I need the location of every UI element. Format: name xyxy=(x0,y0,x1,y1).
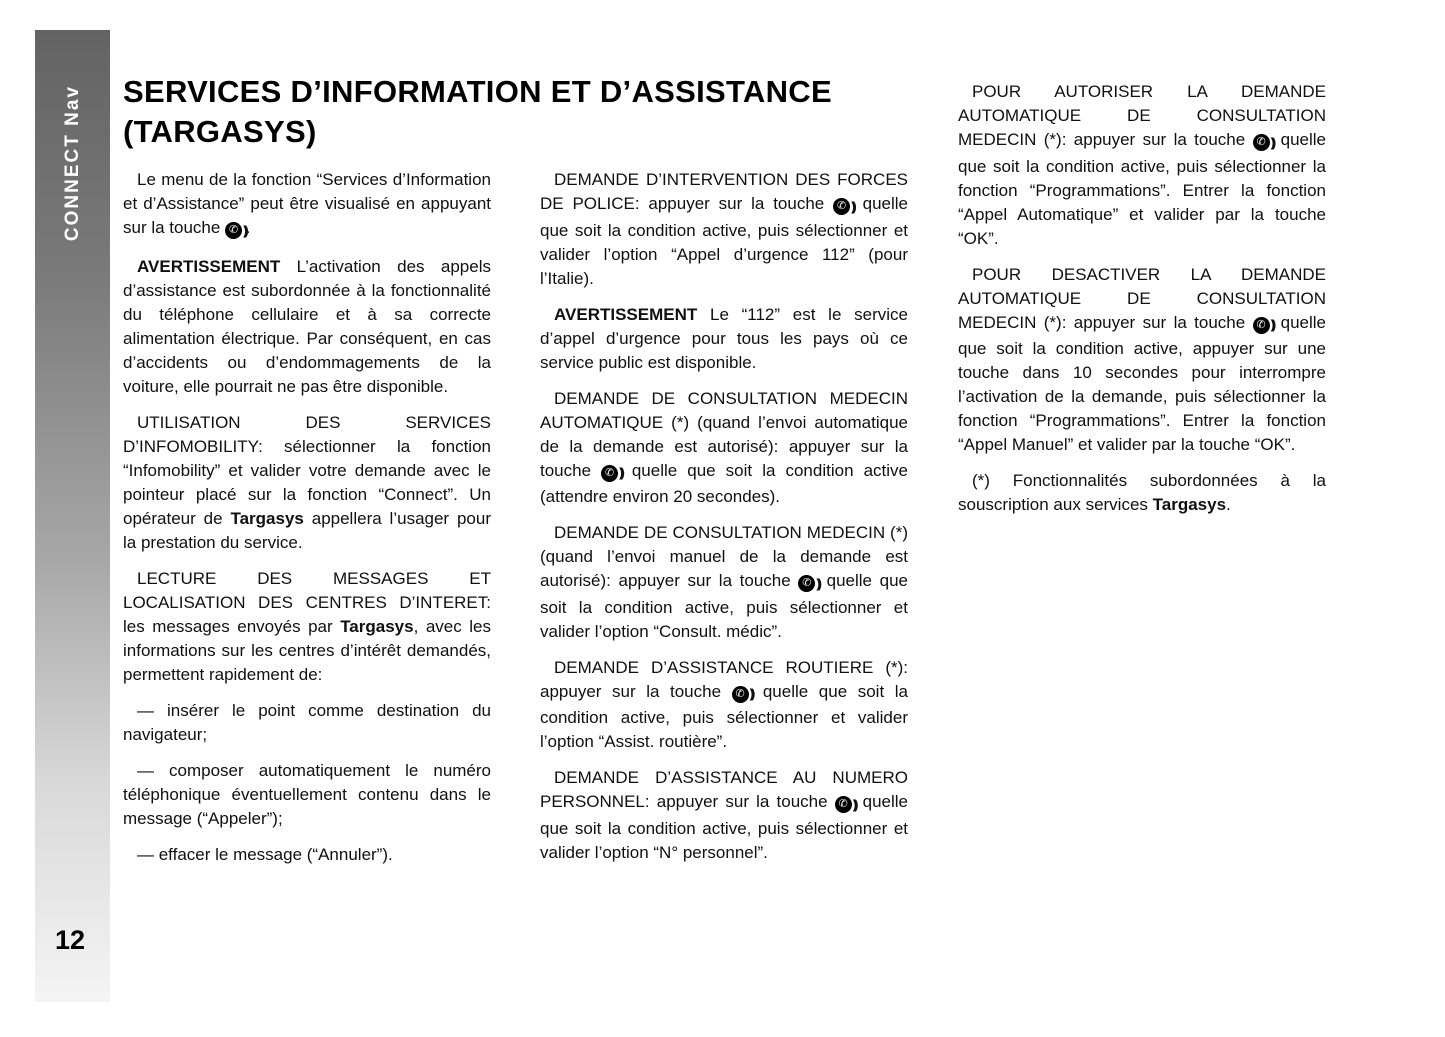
text-run: POUR DESACTIVER LA DEMANDE AUTOMATIQUE DE CONSULTATION MEDECIN (*): appuyer sur la touche xyxy=(958,264,1326,332)
text-column-3 xyxy=(958,80,1326,529)
paragraph xyxy=(540,656,908,755)
text-run: , avec les informations sur les centres d’intérêt demandés, permettent rapidement de: xyxy=(123,616,491,684)
paragraph xyxy=(540,766,908,865)
text-run: DEMANDE DE CONSULTATION MEDECIN AUTOMATIQUE (*) (quand l’envoi automatique de la demande est autorisé): appuyer sur la touche xyxy=(540,388,908,480)
paragraph xyxy=(123,699,491,747)
text-run: — effacer le message (“Annuler”). xyxy=(137,844,393,864)
sidebar-section-label: CONNECT Nav xyxy=(61,85,83,242)
phone-speaker-button-icon: ✆ )) xyxy=(798,571,819,596)
page-title: SERVICES D’INFORMATION ET D’ASSISTANCE (TARGASYS) xyxy=(123,74,832,149)
phone-speaker-button-icon: ✆ )) xyxy=(1253,313,1274,338)
paragraph xyxy=(958,263,1326,458)
text-run: quelle que soit la condition active, appuyer sur une touche dans 10 secondes pour interrompre l’activation de la demande, puis sélectionner la fonction “Programmations”. Entrer la fonction “Appel Manuel” et valider par la touche “OK”. xyxy=(958,312,1326,455)
bold-text-run: AVERTISSEMENT xyxy=(554,304,698,324)
text-run: quelle que soit la condition active, puis sélectionner et valider l’option “Consult. médic”. xyxy=(540,571,908,641)
phone-speaker-button-icon: ✆ )) xyxy=(835,792,856,817)
bold-text-run: Targasys xyxy=(230,508,304,528)
paragraph xyxy=(958,80,1326,251)
text-column-1 xyxy=(123,168,491,879)
text-run: Le menu de la fonction “Services d’Information et d’Assistance” peut être visualisé en appuyant sur la touche xyxy=(123,170,491,237)
text-run: . xyxy=(245,218,251,237)
text-run: LECTURE DES MESSAGES ET LOCALISATION DES CENTRES D’INTERET: les messages envoyés par xyxy=(123,568,491,636)
text-run: DEMANDE DE CONSULTATION MEDECIN (*) (quand l’envoi manuel de la demande est autorisé): appuyer sur la touche xyxy=(540,523,908,591)
text-run: appellera l’usager pour la prestation du service. xyxy=(123,508,491,552)
phone-speaker-button-icon: ✆ )) xyxy=(601,461,622,486)
phone-speaker-button-icon: ✆ )) xyxy=(833,194,854,219)
paragraph xyxy=(540,521,908,644)
text-run: — insérer le point comme destination du navigateur; xyxy=(123,700,491,744)
sidebar-gradient-bar xyxy=(35,30,110,1002)
paragraph xyxy=(123,168,491,243)
bold-text-run: AVERTISSEMENT xyxy=(137,256,281,276)
paragraph xyxy=(123,843,491,867)
text-run: DEMANDE D’ASSISTANCE ROUTIERE (*): appuyer sur la touche xyxy=(540,657,908,701)
paragraph xyxy=(958,469,1326,517)
text-run: L’activation des appels d’assistance est subordonnée à la fonctionnalité du téléphone cellulaire et à sa correcte alimentation électrique. Par conséquent, en cas d’accidents ou d’endommagements de la voiture, elle pourrait ne pas être disponible. xyxy=(123,256,491,396)
text-run: quelle que soit la condition active, puis sélectionner la fonction “Programmations”. Entrer la fonction “Appel Automatique” et valider par la touche “OK”. xyxy=(958,130,1326,248)
text-column-2 xyxy=(540,168,908,877)
text-run: quelle que soit la condition active (attendre environ 20 secondes). xyxy=(540,460,908,507)
text-run: quelle que soit la condition active, puis sélectionner et valider l’option “Assist. routière”. xyxy=(540,681,908,752)
text-run: DEMANDE D’ASSISTANCE AU NUMERO PERSONNEL: appuyer sur la touche xyxy=(540,768,908,812)
text-run: quelle que soit la condition active, puis sélectionner et valider l’option “Appel d’urgence 112” (pour l’Italie). xyxy=(540,194,908,288)
paragraph xyxy=(123,411,491,555)
text-run: . xyxy=(1226,495,1231,515)
bold-text-run: Targasys xyxy=(340,616,414,636)
text-run: Le “112” est le service d’appel d’urgence pour tous les pays où ce service public est disponible. xyxy=(540,304,908,372)
text-run: POUR AUTORISER LA DEMANDE AUTOMATIQUE DE CONSULTATION MEDECIN (*): appuyer sur la touche xyxy=(958,82,1326,149)
page-number: 12 xyxy=(55,925,86,955)
text-run: UTILISATION DES SERVICES D’INFOMOBILITY: sélectionner la fonction “Infomobility” et valider votre demande avec le pointeur placé sur la fonction “Connect”. Un opérateur de xyxy=(123,412,491,528)
paragraph xyxy=(123,255,491,399)
text-run: — composer automatiquement le numéro téléphonique éventuellement contenu dans le message (“Appeler”); xyxy=(123,760,491,828)
paragraph xyxy=(540,387,908,510)
bold-text-run: Targasys xyxy=(1152,495,1227,515)
paragraph xyxy=(123,759,491,831)
text-run: (*) Fonctionnalités subordonnées à la souscription aux services xyxy=(958,471,1326,515)
text-run: DEMANDE D’INTERVENTION DES FORCES DE POLICE: appuyer sur la touche xyxy=(540,170,908,213)
text-run: quelle que soit la condition active, puis sélectionner et valider l’option “N° personnel”. xyxy=(540,792,908,862)
paragraph xyxy=(123,567,491,687)
phone-speaker-button-icon: ✆ )) xyxy=(225,218,246,243)
phone-speaker-button-icon: ✆ )) xyxy=(1253,130,1274,155)
phone-speaker-button-icon: ✆ )) xyxy=(732,682,753,707)
paragraph xyxy=(540,303,908,375)
paragraph xyxy=(540,168,908,291)
